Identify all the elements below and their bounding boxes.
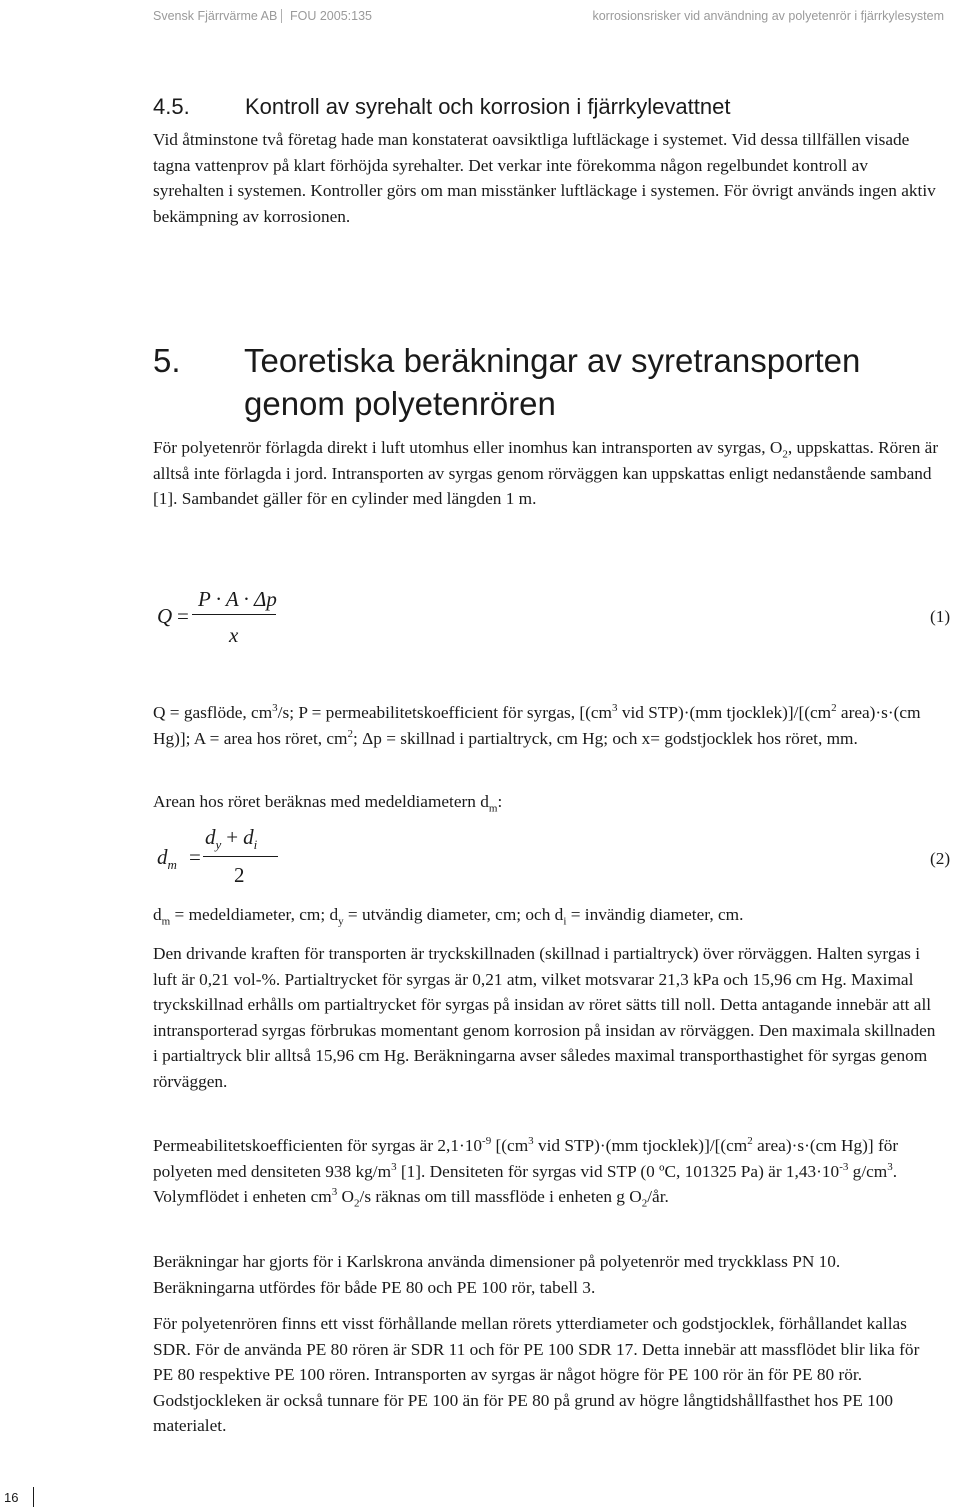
formula-2-denominator: 2 — [234, 863, 245, 887]
paragraph-permeability: Permeabilitetskoefficienten för syrgas är $2,1\cdot 10^{-9}$ [($cm^3$ vid STP)·(mm $tjocklek)]/[(cm^2$ area)·s·(cm Hg)] för polyeten med densiteten 938 $kg/m^3$ [1]. Densiteten för syrgas vid STP (0 ºC, 101325 Pa) är $1,43\cdot 10^{-3}$ $g/cm^3$. Volymflödet i enheten $cm^3$ $O_2/s$ räknas om till massflöde i enheten g $O_2/år$. — [153, 1135, 899, 1210]
page-header — [0, 6, 960, 26]
section-number-4-5: 4.5. — [153, 94, 190, 119]
formula-1-lhs: Q — [157, 604, 173, 628]
paragraph-intro: För polyetenrör förlagda direkt i luft utomhus eller inomhus kan intransporten av syrgas, $O_2$, uppskattas. Rören är alltså inte förlagda i jord. Intransporten av syrgas genom rörväggen kan uppskattas enligt nedanstående samband [1]. Sambandet gäller för en cylinder med längden 1 m. — [153, 438, 939, 508]
formula-2-equals: = — [189, 845, 201, 869]
paragraph-driving-force: Den drivande kraften för transporten är tryckskillnaden (skillnad i partialtryck) över rörväggen. Halten syrgas i luft är 0,21 vol-%. Partialtrycket för syrgas är 0,21 atm, vilket motsvarar 21,3 kPa och 15,96 cm Hg. Maximal tryckskillnad erhålls om partialtrycket för syrgas på insidan av röret sätts till noll. Detta antagande innebär att all intransporterad syrgas förbrukas momentant genom korrosion på insidan av rörväggen. Den maximala skillnaden i partialtryck blir alltså 15,96 cm Hg. Beräkningarna avser således maximal transporthastighet för syrgas genom rörväggen. — [153, 944, 936, 1091]
formula-2-lhs: $d_m$ — [157, 845, 177, 873]
formula-1-equals: = — [177, 604, 189, 628]
header-org: Svensk Fjärrvärme AB — [153, 9, 278, 23]
section-number-5: 5. — [153, 342, 181, 379]
paragraph-area: Arean hos röret beräknas med medeldiametern $d_m$: — [153, 792, 503, 815]
paragraph-calculations: Beräkningar har gjorts för i Karlskrona använda dimensioner på polyetenrör med tryckklass PN 10. Beräkningarna utfördes för både PE 80 och PE 100 rör, tabell 3. — [153, 1252, 841, 1297]
section-4-5-body: Vid åtminstone två företag hade man konstaterat oavsiktliga luftläckage i systemet. Vid dessa tillfällen visade tagna vattenprov på klart förhöjda syrehalter. Det verkar inte förekomma någon regelbundet kontroll av syrehalten i systemen. Kontroller görs om man misstänker luftläckage i systemen. För övrigt används ingen aktiv bekämpning av korrosionen. — [153, 130, 936, 226]
header-report-number: FOU 2005:135 — [290, 9, 372, 23]
section-title-4-5: Kontroll av syrehalt och korrosion i fjärrkylevattnet — [245, 94, 731, 119]
page-number: 16 — [4, 1490, 19, 1505]
header-report-title: korrosionsrisker vid användning av polyetenrör i fjärrkylesystem — [592, 9, 944, 23]
section-title-5-line2: genom polyetenrören — [244, 385, 556, 422]
paragraph-sdr: För polyetenrören finns ett visst förhållande mellan rörets ytterdiameter och godstjocklek, förhållandet kallas SDR. För de använda PE 80 rören är SDR 11 och för PE 100 SDR 17. Detta innebär att massflödet blir lika för PE 80 respektive PE 100 rören. Intransporten av syrgas är något högre för PE 100 rör än för PE 80 rör. Godstjockleken är också tunnare för PE 100 än för PE 80 på grund av högre långtidshållfasthet hos PE 100 materialet. — [153, 1314, 920, 1435]
paragraph-diameter-definitions: $d_m$ = medeldiameter, cm; $d_y$ = utvändig diameter, cm; och $d_i$ = invändig diameter, cm. — [153, 905, 744, 928]
formula-2-numerator: $d_y + d_i$ — [205, 825, 258, 853]
formula-2-fraction-bar — [203, 856, 278, 857]
formula-1-numerator: P · A · Δp — [198, 587, 277, 611]
formula-1-denominator: x — [229, 623, 239, 647]
paragraph-variable-definitions: Q = gasflöde, $cm^3/s$; P = permeabilitetskoefficient för syrgas, [($cm^3$ vid STP)·(mm $tjocklek)]/[(cm^2$ area)·s·(cm Hg)]; A = area hos röret, $cm^2$; Δp = skillnad i partialtryck, cm Hg; och x= godstjocklek hos röret, mm. — [153, 702, 921, 748]
formula-1-fraction-bar — [192, 614, 276, 615]
header-separator — [281, 9, 282, 23]
formula-2-number: (2) — [930, 849, 951, 868]
section-title-5-line1: Teoretiska beräkningar av syretransporten — [244, 342, 861, 379]
footer-divider — [33, 1487, 34, 1507]
formula-1-number: (1) — [930, 607, 951, 626]
